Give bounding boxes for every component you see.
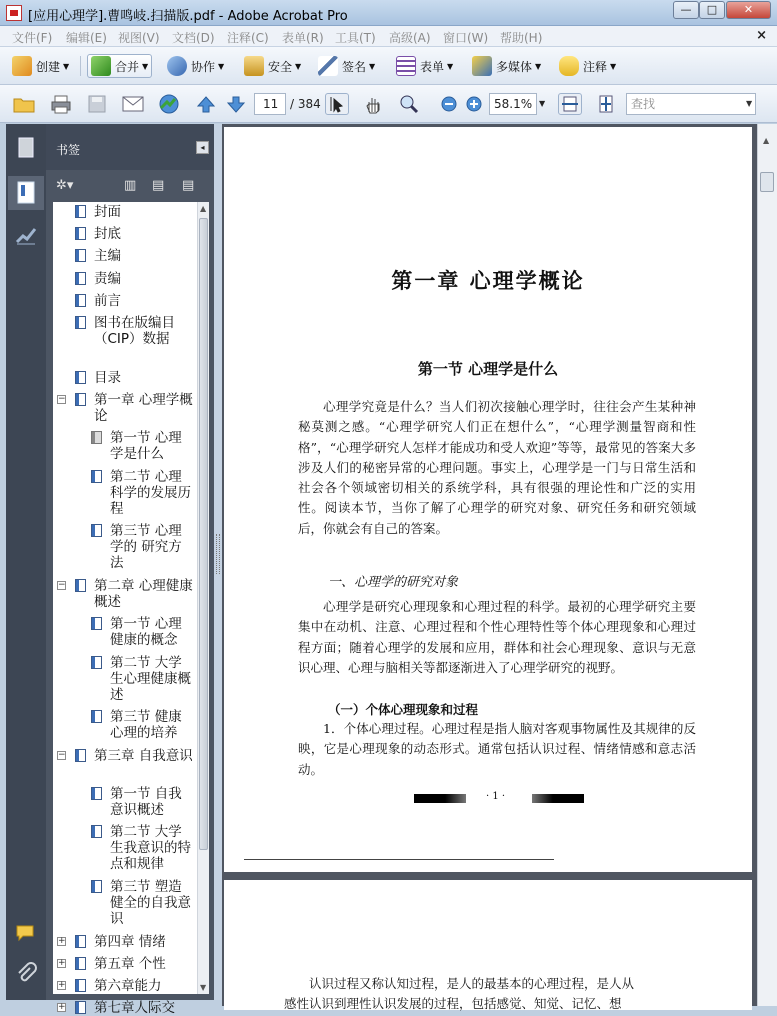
title-bar [0, 0, 777, 26]
comments-icon[interactable] [15, 924, 37, 948]
chapter-title: 第一章 心理学概论 [391, 268, 585, 293]
comment-label: 注释 [583, 59, 608, 74]
bookmark-item[interactable]: 第二节 大学生心理健康概述 [110, 654, 191, 703]
menu-advanced[interactable]: 高级(A) [389, 31, 431, 45]
bookmarks-panel-title: 书签 [56, 143, 81, 157]
menu-help[interactable]: 帮助(H) [500, 31, 543, 45]
bookmark-icon [91, 431, 102, 444]
bookmarks-panel-header [46, 124, 214, 170]
document-viewer[interactable] [222, 124, 757, 1011]
bookmark-icon [75, 935, 86, 948]
menu-tools[interactable]: 工具(T) [335, 31, 376, 45]
create-pdf-icon [12, 56, 32, 76]
bookmark-item[interactable]: 第二节 大学生我意识的特点和规律 [110, 824, 191, 873]
section-title: 第一节 心理学是什么 [417, 360, 559, 378]
bookmark-icon [75, 749, 86, 762]
page-rule [244, 859, 554, 860]
collapse-panel-icon[interactable]: ◂ [196, 141, 209, 154]
new-bookmark-icon[interactable]: ▤ [152, 178, 165, 193]
menu-bar [0, 26, 777, 47]
select-tool-icon[interactable] [325, 93, 349, 115]
bookmark-item[interactable]: 责编 [94, 270, 121, 287]
bookmark-item[interactable]: 前言 [94, 292, 121, 309]
zoom-dropdown-icon[interactable]: ▼ [539, 99, 546, 108]
bookmark-item[interactable]: 第二节 心理科学的发展历程 [110, 468, 191, 517]
bookmark-item[interactable]: 封底 [94, 226, 121, 243]
page-number-input[interactable]: 11 [254, 93, 286, 115]
bookmark-expander-icon[interactable]: − [58, 749, 66, 760]
menu-edit[interactable]: 编辑(E) [66, 31, 107, 45]
navigation-rail [6, 124, 46, 1000]
bookmark-icon [91, 656, 102, 669]
bookmark-icon [91, 617, 102, 630]
bookmark-icon [75, 205, 86, 218]
form-icon [396, 56, 416, 76]
scroll-thumb[interactable] [199, 218, 208, 850]
bookmarks-panel-icon[interactable] [8, 176, 44, 210]
bookmark-icon [75, 1001, 86, 1014]
bookmark-icon [91, 470, 102, 483]
acrobat-pdf-icon [6, 5, 22, 21]
task-toolbar [0, 47, 777, 85]
secure-button[interactable]: 安全 ▼ [244, 54, 301, 78]
subheading: 一、心理学的研究对象 [328, 575, 459, 590]
collaborate-button[interactable]: 协作 ▼ [167, 54, 224, 78]
bookmarks-scrollbar[interactable] [197, 202, 209, 994]
bookmark-item[interactable]: 第三节 塑造健全的自我意识 [110, 879, 191, 927]
pdf-page [224, 880, 752, 1010]
bookmark-icon [75, 393, 86, 406]
scroll-down-icon[interactable]: ▼ [200, 983, 207, 992]
bookmark-item[interactable]: 第一节 心理健康的概念 [110, 616, 182, 649]
options-gear-icon[interactable]: ✲▾ [56, 178, 74, 193]
fit-width-icon[interactable] [558, 93, 582, 115]
bookmark-icon [75, 227, 86, 240]
secure-label: 安全 [268, 59, 293, 74]
bookmarks-tree [53, 202, 198, 1016]
hand-tool-icon[interactable] [361, 93, 385, 115]
subheading: （一）个体心理现象和过程 [328, 702, 479, 717]
document-close-icon[interactable]: × [756, 28, 767, 43]
bookmark-icon [75, 957, 86, 970]
collaborate-label: 协作 [191, 59, 216, 74]
comment-bubble-icon [559, 56, 579, 76]
panel-splitter[interactable] [214, 124, 222, 1000]
find-dropdown-icon[interactable]: ▼ [746, 99, 753, 108]
lock-icon [244, 56, 264, 76]
bookmark-item[interactable]: 第一节 心理学是什么 [110, 430, 182, 463]
sign-button[interactable]: 签名 ▼ [318, 54, 375, 78]
zoom-out-icon[interactable] [437, 93, 461, 115]
page-number [414, 791, 584, 805]
bookmark-icon [91, 710, 102, 723]
bookmark-item[interactable]: 第五章 个性 [94, 955, 166, 972]
forms-label: 表单 [420, 59, 445, 74]
body-paragraph: 心理学究竟是什么？当人们初次接触心理学时，往往会产生某种神秘莫测之感。“心理学研究人们正在想什么”，“心理学测量智商和性格”，“心理学研究人怎样才能成功和受人欢迎”等等，最常见的答案大多涉及人们的秘密异常的心理问题。事实上，心理学是一门与日常生活和社会各个领域密切相关的系统学科，具有很强的理论性和广泛的实用性。阅读本节，当你了解了心理学的研究对象、研究任务和研究领域后，你就会有自己的答案。 [298, 399, 696, 536]
web-share-icon[interactable] [156, 93, 180, 115]
combine-button[interactable]: 合并 ▼ [87, 54, 152, 78]
combine-label: 合并 [115, 59, 140, 74]
body-paragraph: 心理学是研究心理现象和心理过程的科学。最初的心理学研究主要集中在动机、注意、心理过程和个性心理特性等个体心理现象和心理过程方面；随着心理学的发展和应用，群体和社会心理现象、意识与无意识心理、心理与脑相关等都逐渐进入了心理学研究的视野。 [298, 599, 696, 675]
comment-button[interactable]: 注释 ▼ [559, 54, 616, 78]
bookmark-item[interactable]: 第七章人际交 [94, 1000, 175, 1016]
bookmark-item[interactable]: 图书在版编目（CIP）数据 [94, 315, 175, 347]
delete-trash-icon[interactable]: ▥ [124, 178, 137, 193]
zoom-in-icon[interactable] [462, 93, 486, 115]
bookmark-item[interactable]: 第三节 健康心理的培养 [110, 709, 182, 742]
sign-label: 签名 [342, 59, 367, 74]
expand-bookmark-icon[interactable]: ▤ [182, 178, 195, 193]
menu-document[interactable]: 文档(D) [172, 31, 215, 45]
menu-window[interactable]: 窗口(W) [443, 31, 489, 45]
previous-page-icon[interactable] [194, 93, 218, 115]
bookmark-item[interactable]: 第四章 情绪 [94, 933, 166, 950]
bookmark-item[interactable]: 封面 [94, 204, 121, 220]
open-folder-icon[interactable] [12, 93, 36, 115]
bookmark-item[interactable]: 第一章 心理学概论 [94, 391, 193, 424]
pdf-page [224, 127, 752, 872]
bookmark-item[interactable]: 第三章 自我意识 [94, 747, 193, 764]
bookmark-item[interactable]: 目录 [94, 369, 121, 386]
scroll-up-icon[interactable]: ▲ [763, 136, 770, 145]
create-button[interactable]: 创建 ▼ [12, 54, 69, 78]
maximize-button[interactable]: □ [699, 1, 725, 19]
create-label: 创建 [36, 59, 61, 74]
bookmark-icon [75, 316, 86, 329]
body-paragraph: 1．个体心理过程。心理过程是指人脑对客观事物属性及其规律的反映，它是心理现象的动态形式。通常包括认识过程、情绪情感和意志活动。 [298, 721, 696, 777]
multimedia-button[interactable]: 多媒体 ▼ [472, 54, 541, 78]
bookmark-expander-icon[interactable]: − [58, 579, 66, 590]
next-page-icon[interactable] [224, 93, 248, 115]
bookmark-icon [91, 787, 102, 800]
print-icon[interactable] [49, 93, 73, 115]
combine-files-icon [91, 56, 111, 76]
multimedia-icon [472, 56, 492, 76]
bookmark-icon [75, 272, 86, 285]
bookmark-icon [91, 825, 102, 838]
bookmark-icon [75, 294, 86, 307]
page-number-text: · 1 · [486, 791, 506, 802]
window-title: [应用心理学].曹鸣岐.扫描版.pdf - Adobe Acrobat Pro [28, 9, 348, 24]
scroll-thumb[interactable] [760, 172, 774, 192]
page-total-label: / 384 [290, 97, 321, 111]
bookmark-icon [91, 524, 102, 537]
minimize-button[interactable]: — [673, 1, 699, 19]
menu-forms[interactable]: 表单(R) [282, 31, 324, 45]
close-button[interactable]: ✕ [726, 1, 771, 19]
body-paragraph: 感性认识到理性认识发展的过程，包括感觉、知觉、记忆、想 [284, 996, 622, 1011]
bookmark-item[interactable]: 第三节 心理学的 研究方法 [110, 523, 182, 572]
pen-icon [318, 56, 338, 76]
menu-comment[interactable]: 注释(C) [227, 31, 269, 45]
bookmark-icon [75, 579, 86, 592]
multimedia-label: 多媒体 [496, 59, 533, 74]
bookmarks-panel [46, 124, 214, 1016]
find-input[interactable]: 查找 [626, 93, 756, 115]
bookmark-icon [75, 249, 86, 262]
bookmark-expander-icon[interactable]: + [58, 980, 66, 990]
bookmark-item[interactable]: 第六章能力 [94, 978, 162, 994]
scroll-up-icon[interactable]: ▲ [200, 204, 207, 213]
menu-view[interactable]: 视图(V) [118, 31, 160, 45]
bookmark-expander-icon[interactable]: + [58, 935, 66, 946]
bookmark-expander-icon[interactable]: + [58, 1002, 66, 1013]
zoom-level-input[interactable]: 58.1% [489, 93, 537, 115]
marquee-zoom-icon[interactable] [397, 93, 421, 115]
forms-button[interactable]: 表单 ▼ [396, 54, 453, 78]
fit-page-icon[interactable] [594, 93, 618, 115]
signatures-icon[interactable] [15, 224, 37, 248]
collaborate-icon [167, 56, 187, 76]
menu-file[interactable]: 文件(F) [12, 31, 53, 45]
bookmark-expander-icon[interactable]: − [58, 393, 66, 404]
attachments-paperclip-icon[interactable] [15, 962, 37, 986]
body-paragraph: 认识过程又称认知过程，是人的最基本的心理过程，是人从 [309, 976, 635, 991]
bookmark-expander-icon[interactable]: + [58, 957, 66, 968]
document-scrollbar[interactable] [757, 124, 777, 1006]
email-icon[interactable] [121, 93, 145, 115]
bookmark-item[interactable]: 第一节 自我意识概述 [110, 786, 182, 818]
bookmark-icon [75, 979, 86, 992]
bookmark-icon [75, 371, 86, 384]
bookmark-icon [91, 880, 102, 893]
bookmark-item[interactable]: 主编 [94, 248, 121, 265]
page-thumbnails-icon[interactable] [15, 136, 37, 160]
bookmarks-toolbar [46, 170, 214, 202]
save-disk-icon[interactable] [85, 93, 109, 115]
bookmark-item[interactable]: 第二章 心理健康概述 [94, 577, 193, 610]
